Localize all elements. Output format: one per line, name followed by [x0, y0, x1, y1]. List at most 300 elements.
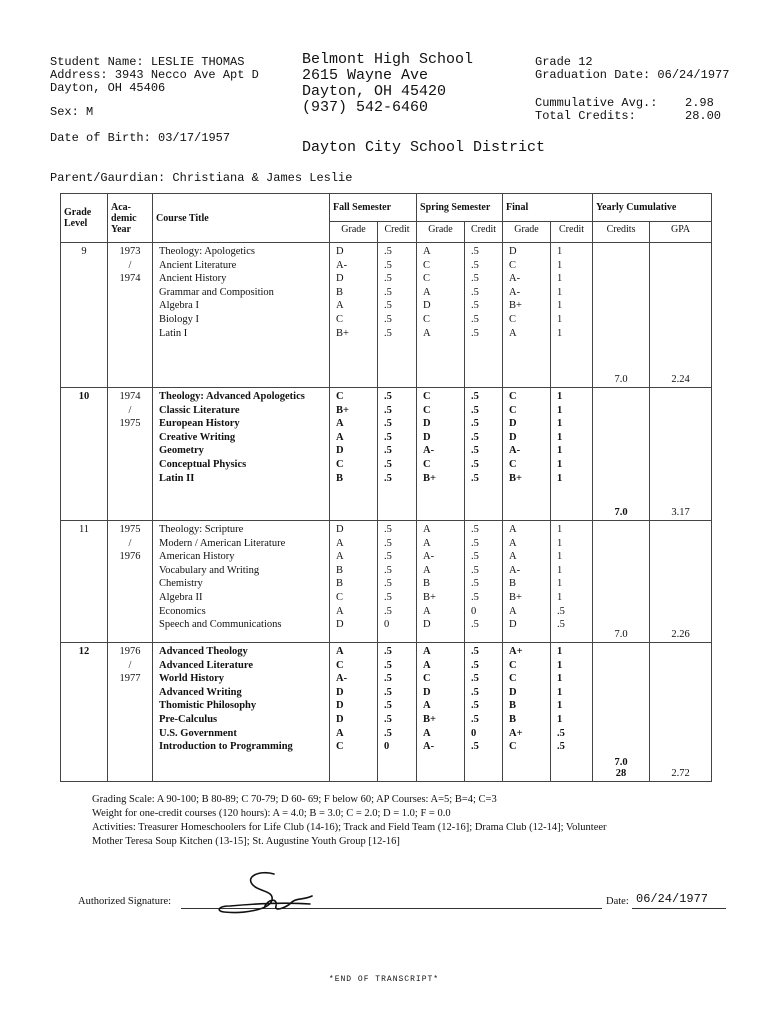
course-title: Conceptual Physics [159, 458, 247, 470]
fall-credit: 0 [384, 741, 390, 753]
fall-credit: .5 [384, 418, 392, 430]
spring-credit: .5 [471, 619, 479, 631]
spring-credit: .5 [471, 327, 479, 339]
spring-credit: .5 [471, 673, 479, 685]
header-academic-year: Aca- demic Year [108, 194, 153, 243]
header-row-1 [61, 194, 712, 222]
fall-credit: .5 [384, 605, 392, 617]
header-grade-level: Grade Level [61, 194, 108, 243]
fall-grade: A [336, 605, 344, 617]
course-title: Pre-Calculus [159, 713, 218, 725]
final-grade: D [509, 686, 517, 698]
fall-grade: A [336, 431, 344, 443]
final-credit: .5 [557, 619, 565, 631]
spring-credit: .5 [471, 300, 479, 312]
spring-grade: D [423, 300, 431, 312]
graduation-date: 06/24/1977 [657, 68, 730, 82]
final-grade: A [509, 327, 517, 339]
spring-credit: .5 [471, 431, 479, 443]
final-grade: A [509, 605, 517, 617]
school-district: Dayton City School District [302, 139, 546, 156]
final-credit: 1 [557, 551, 563, 563]
fall-grade: D [336, 524, 344, 535]
course-title: Chemistry [159, 578, 203, 590]
fall-credit: .5 [384, 537, 392, 549]
course-title: Introduction to Programming [159, 741, 293, 753]
course-title: Thomistic Philosophy [159, 700, 257, 712]
course-title-cell [153, 521, 330, 643]
school-info [302, 52, 473, 116]
spring-credit-cell [465, 243, 503, 388]
final-credit-cell [551, 388, 593, 521]
final-grade-cell [503, 521, 551, 643]
course-title: European History [159, 418, 240, 430]
yearly-credits-cell [593, 243, 650, 388]
spring-grade: A [423, 646, 431, 657]
transcript-table [60, 193, 712, 782]
final-credit: 1 [557, 578, 563, 590]
fall-credit: .5 [384, 551, 392, 563]
spring-credit: .5 [471, 551, 479, 563]
spring-credit: .5 [471, 418, 479, 430]
fall-grade: D [336, 713, 344, 725]
end-of-transcript: *END OF TRANSCRIPT* [328, 975, 440, 984]
year-row [61, 643, 712, 782]
final-credit: 1 [557, 313, 563, 325]
course-title: Algebra II [159, 591, 203, 603]
fall-credit-cell [378, 521, 417, 643]
fall-credit: 0 [384, 619, 390, 631]
fall-credit: .5 [384, 300, 392, 312]
header-yearly-credits: Credits [593, 222, 650, 243]
final-credit: 1 [557, 673, 563, 685]
final-credit: 1 [557, 537, 563, 549]
final-grade: C [509, 259, 517, 271]
final-credit: 1 [557, 445, 563, 457]
header-spring: Spring Semester [417, 194, 503, 222]
spring-grade: C [423, 458, 431, 470]
fall-grade: C [336, 591, 344, 603]
gpa: 3.17 [671, 507, 690, 518]
spring-grade: C [423, 404, 431, 416]
course-title: Vocabulary and Writing [159, 564, 260, 576]
credits-label: Total Credits: [535, 109, 636, 123]
spring-credit: 0 [471, 605, 477, 617]
final-credit: 1 [557, 659, 563, 671]
final-grade: B [509, 578, 517, 590]
final-grade: A- [509, 286, 521, 298]
final-grade: B [509, 713, 517, 725]
yearly-credits: 7.0 [614, 507, 628, 518]
spring-grade: D [423, 431, 431, 443]
final-credit: 1 [557, 646, 563, 657]
fall-credit: .5 [384, 327, 392, 339]
footer-notes [92, 793, 607, 849]
year-end: 1977 [119, 673, 141, 685]
final-grade: D [509, 431, 517, 443]
header-fall-grade: Grade [330, 222, 378, 243]
gpa: 2.72 [671, 768, 690, 779]
fall-grade: D [336, 686, 344, 698]
fall-grade: D [336, 619, 344, 631]
weight-note: Weight for one-credit courses (120 hours): A = 4.0; B = 3.0; C = 2.0; D = 1.0; F = 0.0 [92, 808, 451, 819]
spring-grade-cell [417, 388, 465, 521]
gpa-cell [650, 521, 712, 643]
spring-grade: B [423, 578, 431, 590]
fall-grade: A [336, 646, 344, 657]
spring-credit: .5 [471, 659, 479, 671]
school-phone: (937) 542-6460 [302, 99, 429, 116]
yearly-credits: 7.0 [614, 374, 628, 385]
final-grade: D [509, 418, 517, 430]
academic-year-cell [108, 243, 153, 388]
final-credit: 1 [557, 286, 563, 298]
fall-grade: B [336, 286, 344, 298]
spring-grade: B+ [423, 472, 437, 484]
fall-grade: B+ [336, 327, 349, 339]
year-slash: / [128, 404, 132, 416]
fall-grade: C [336, 458, 344, 470]
grade-level-cell [61, 388, 108, 521]
year-end: 1974 [119, 273, 141, 285]
final-credit: .5 [557, 727, 565, 739]
fall-credit: .5 [384, 591, 392, 603]
final-grade: C [509, 313, 517, 325]
year-slash: / [128, 259, 132, 271]
course-title: World History [159, 673, 225, 685]
spring-grade: A [423, 524, 431, 535]
final-grade: C [509, 741, 517, 753]
fall-grade: A [336, 418, 344, 430]
final-grade: C [509, 404, 517, 416]
spring-credit: .5 [471, 591, 479, 603]
spring-credit: .5 [471, 458, 479, 470]
fall-credit: .5 [384, 391, 392, 402]
spring-grade: B+ [423, 591, 436, 603]
final-credit: 1 [557, 458, 563, 470]
final-credit-cell [551, 521, 593, 643]
course-title-cell [153, 243, 330, 388]
final-credit: 1 [557, 686, 563, 698]
final-grade-cell [503, 388, 551, 521]
spring-grade: A [423, 605, 431, 617]
spring-grade: D [423, 686, 431, 698]
fall-credit: .5 [384, 472, 392, 484]
parent-label: Parent/Gaurdian: [50, 171, 166, 185]
course-title: Economics [159, 605, 206, 617]
final-grade: A- [509, 273, 521, 285]
course-title: Speech and Communications [159, 619, 282, 631]
activities-line-2: Mother Teresa Soup Kitchen (13-15]; St. Augustine Youth Group [12-16] [92, 836, 400, 847]
grade-level: 9 [81, 246, 87, 257]
course-title: Latin I [159, 327, 188, 339]
yearly-credits: 7.0 [614, 757, 628, 768]
fall-grade: C [336, 659, 344, 671]
header-fall-credit: Credit [378, 222, 417, 243]
final-grade: D [509, 619, 517, 631]
spring-credit-cell [465, 643, 503, 782]
spring-credit: .5 [471, 472, 479, 484]
spring-credit: .5 [471, 273, 479, 285]
fall-credit: .5 [384, 445, 392, 457]
spring-grade-cell [417, 243, 465, 388]
fall-credit: .5 [384, 404, 392, 416]
course-title: U.S. Government [159, 727, 237, 739]
final-credit: 1 [557, 700, 563, 712]
final-grade: C [509, 673, 517, 685]
student-name: LESLIE THOMAS [150, 55, 245, 69]
school-name: Belmont High School [302, 51, 474, 68]
fall-credit: .5 [384, 458, 392, 470]
course-title: Ancient History [159, 273, 227, 285]
dob-label: Date of Birth: [50, 131, 151, 145]
grade-level: 11 [78, 524, 90, 535]
spring-credit: .5 [471, 246, 479, 257]
yearly-credits-cell [593, 643, 650, 782]
fall-grade: A- [336, 259, 348, 271]
course-title: Ancient Literature [159, 259, 237, 271]
course-title: Creative Writing [159, 431, 236, 443]
spring-credit: .5 [471, 578, 479, 590]
final-grade: A+ [509, 727, 523, 739]
parent-name: Christiana & James Leslie [172, 171, 353, 185]
date-label: Date: [606, 896, 629, 907]
final-grade: B+ [509, 591, 522, 603]
final-credit: 1 [557, 391, 563, 402]
spring-credit: 0 [471, 727, 477, 739]
fall-grade: D [336, 700, 344, 712]
final-credit: 1 [557, 327, 563, 339]
fall-credit: .5 [384, 524, 392, 535]
gpa: 2.24 [671, 374, 690, 385]
spring-credit: .5 [471, 404, 479, 416]
final-credit: 1 [557, 259, 563, 271]
fall-grade-cell [330, 388, 378, 521]
address: 3943 Necco Ave Apt D [114, 68, 259, 82]
course-title: Advanced Theology [159, 646, 248, 657]
fall-credit: .5 [384, 431, 392, 443]
fall-credit: .5 [384, 659, 392, 671]
spring-credit: .5 [471, 537, 479, 549]
spring-credit-cell [465, 521, 503, 643]
parent-row [50, 171, 352, 185]
final-credit: 1 [557, 713, 563, 725]
year-start: 1975 [119, 524, 141, 535]
school-street: 2615 Wayne Ave [302, 67, 429, 84]
fall-credit-cell [378, 388, 417, 521]
course-title: Advanced Writing [159, 686, 242, 698]
spring-grade: A [423, 727, 431, 739]
course-title: Geometry [159, 445, 204, 457]
final-grade: B+ [509, 472, 523, 484]
final-grade: C [509, 659, 517, 671]
spring-credit: .5 [471, 391, 479, 402]
spring-grade: A- [423, 551, 435, 563]
final-credit: 1 [557, 591, 563, 603]
sex: M [86, 105, 94, 119]
course-title: Advanced Literature [159, 659, 254, 671]
final-grade: B [509, 700, 517, 712]
dob-row [50, 132, 259, 145]
final-credit-cell [551, 243, 593, 388]
fall-grade: A- [336, 673, 348, 685]
final-grade: A [509, 537, 517, 549]
header-final-credit: Credit [551, 222, 593, 243]
spring-grade: A [423, 700, 431, 712]
spring-grade: D [423, 418, 431, 430]
year-end: 1976 [119, 551, 141, 563]
fall-credit: .5 [384, 700, 392, 712]
course-title: Modern / American Literature [159, 537, 286, 549]
fall-grade: D [336, 445, 344, 457]
spring-grade: A [423, 327, 431, 339]
year-slash: / [128, 537, 132, 549]
fall-credit: .5 [384, 673, 392, 685]
course-title-cell [153, 643, 330, 782]
address-label: Address: [50, 68, 108, 82]
final-credit: 1 [557, 273, 563, 285]
academic-year-cell [108, 643, 153, 782]
student-name-label: Student Name: [50, 55, 144, 69]
fall-credit: .5 [384, 564, 392, 576]
avg-value: 2.98 [685, 96, 714, 110]
spring-credit: .5 [471, 646, 479, 657]
spring-credit: .5 [471, 445, 479, 457]
fall-grade-cell [330, 243, 378, 388]
year-start: 1973 [119, 246, 141, 257]
fall-grade-cell [330, 643, 378, 782]
gpa-cell [650, 243, 712, 388]
final-grade: D [509, 246, 517, 257]
fall-grade: A [336, 537, 344, 549]
header-course-title: Course Title [153, 194, 330, 243]
total-credits: 28 [615, 768, 627, 779]
spring-credit: .5 [471, 713, 479, 725]
fall-credit: .5 [384, 578, 392, 590]
fall-credit-cell [378, 643, 417, 782]
date-line [632, 908, 726, 909]
fall-credit-cell [378, 243, 417, 388]
final-grade: A [509, 551, 517, 563]
grade-level: 12 [78, 646, 90, 657]
course-title: Classic Literature [159, 404, 240, 416]
final-grade-cell [503, 643, 551, 782]
fall-credit: .5 [384, 286, 392, 298]
final-grade-cell [503, 243, 551, 388]
final-credit: 1 [557, 472, 563, 484]
spring-grade: A [423, 537, 431, 549]
summary-info [535, 56, 729, 123]
fall-credit: .5 [384, 646, 392, 657]
spring-grade: C [423, 259, 431, 271]
final-credit: 1 [557, 564, 563, 576]
academic-year-cell [108, 521, 153, 643]
spring-credit-cell [465, 388, 503, 521]
fall-grade: D [336, 246, 344, 257]
course-title-cell [153, 388, 330, 521]
spring-credit: .5 [471, 686, 479, 698]
grading-scale: Grading Scale: A 90-100; B 80-89; C 70-79; D 60- 69; F below 60; AP Courses: A=5; B=4; C=3 [92, 794, 497, 805]
student-info [50, 56, 259, 145]
fall-credit: .5 [384, 686, 392, 698]
grade-level: 10 [78, 391, 90, 402]
fall-grade: C [336, 741, 344, 753]
signature-image [212, 868, 322, 920]
year-start: 1976 [119, 646, 141, 657]
spring-credit: .5 [471, 700, 479, 712]
course-title: Latin II [159, 472, 195, 484]
final-credit: .5 [557, 605, 565, 617]
course-title: American History [159, 551, 235, 563]
academic-year-cell [108, 388, 153, 521]
final-credit: .5 [557, 741, 565, 753]
year-start: 1974 [119, 391, 141, 402]
final-credit: 1 [557, 300, 563, 312]
fall-credit: .5 [384, 273, 392, 285]
grade-level-cell [61, 243, 108, 388]
course-title: Algebra I [159, 300, 199, 312]
spring-grade: D [423, 619, 431, 631]
signature-date: 06/24/1977 [636, 892, 709, 906]
final-grade: A- [509, 564, 521, 576]
year-row [61, 521, 712, 643]
fall-grade: B [336, 578, 344, 590]
credits-row [535, 110, 729, 123]
sex-label: Sex: [50, 105, 79, 119]
final-grade: A- [509, 445, 521, 457]
fall-grade: A [336, 300, 344, 312]
spring-grade: C [423, 273, 431, 285]
gpa: 2.26 [671, 629, 690, 640]
header-spring-grade: Grade [417, 222, 465, 243]
course-title: Theology: Advanced Apologetics [159, 391, 305, 402]
graduation-label: Graduation Date: [535, 68, 651, 82]
fall-grade: C [336, 313, 344, 325]
signature-label: Authorized Signature: [78, 896, 172, 907]
current-grade: Grade 12 [535, 55, 593, 69]
grade-level-cell [61, 521, 108, 643]
final-grade: C [509, 391, 517, 402]
yearly-credits-cell [593, 521, 650, 643]
fall-grade-cell [330, 521, 378, 643]
spring-grade: C [423, 391, 431, 402]
final-credit: 1 [557, 524, 563, 535]
spring-grade: A- [423, 741, 435, 753]
fall-grade: B [336, 564, 344, 576]
fall-grade: B [336, 472, 344, 484]
course-title: Grammar and Composition [159, 286, 274, 298]
fall-credit: .5 [384, 727, 392, 739]
spring-grade: A- [423, 445, 435, 457]
final-credit: 1 [557, 431, 563, 443]
final-credit-cell [551, 643, 593, 782]
final-grade: A [509, 524, 517, 535]
final-credit: 1 [557, 418, 563, 430]
activities-line-1: Activities: Treasurer Homeschoolers for Life Club (14-16); Track and Field Team (12-16]; Drama Club (12-14]; Volunteer [92, 822, 607, 833]
spring-grade: A [423, 286, 431, 298]
course-title: Theology: Apologetics [159, 246, 255, 257]
avg-label: Cummulative Avg.: [535, 96, 658, 110]
spring-grade-cell [417, 643, 465, 782]
fall-grade: C [336, 391, 344, 402]
graduation-row [535, 69, 729, 82]
school-city: Dayton, OH 45420 [302, 83, 447, 100]
year-row [61, 243, 712, 388]
final-credit: 1 [557, 404, 563, 416]
spring-grade: C [423, 313, 431, 325]
fall-credit: .5 [384, 313, 392, 325]
final-grade: C [509, 458, 517, 470]
